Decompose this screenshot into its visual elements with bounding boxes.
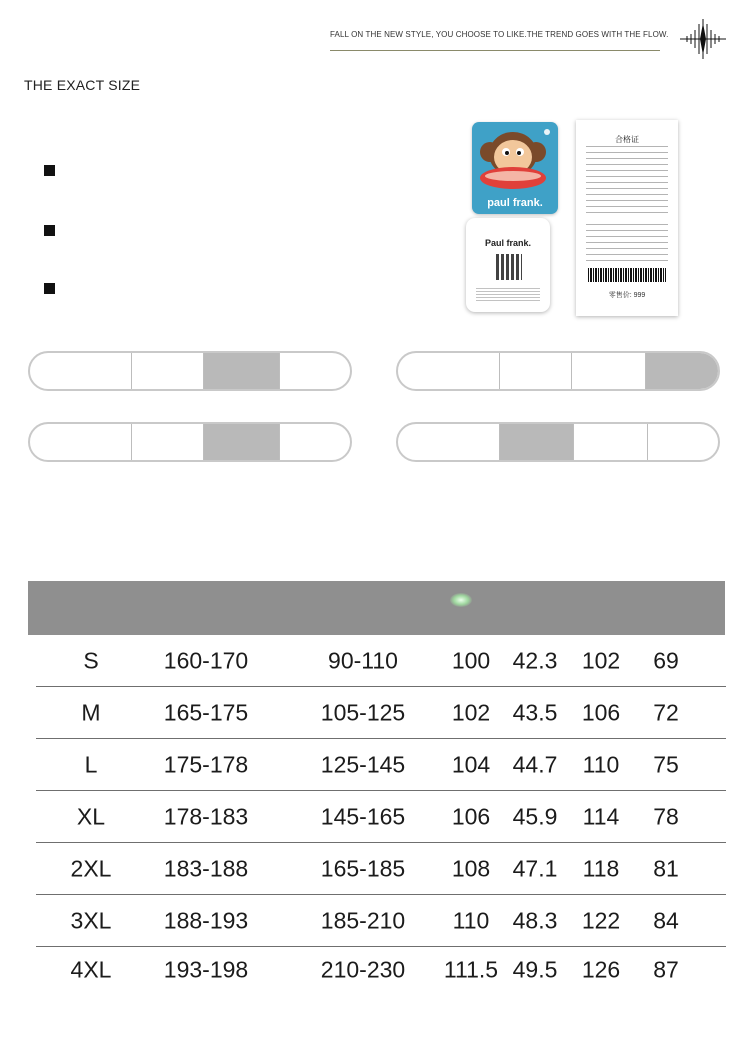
table-cell: 42.3 [512,647,558,673]
table-row [36,635,726,687]
square-bullet-icon [44,225,55,236]
table-cell: 126 [581,956,621,983]
size-label: M [81,699,101,725]
table-row [36,895,726,947]
qr-code-icon [496,254,522,280]
square-bullet-icon [44,283,55,294]
certificate-title: 合格证 [615,135,639,144]
product-tags-image [462,118,686,322]
table-cell: 49.5 [512,956,558,983]
table-cell: 78 [653,803,679,829]
table-cell: 102 [451,699,491,725]
table-row [36,739,726,791]
table-cell: 160-170 [163,647,249,673]
certificate-text-lines [586,224,668,264]
table-cell: 81 [653,855,679,881]
table-cell: 118 [582,855,620,881]
table-cell: 165-185 [320,855,406,881]
certificate-text-lines [586,146,668,218]
fit-scale-bar [28,351,352,391]
section-title: THE EXACT SIZE [24,77,141,93]
size-label: 2XL [70,855,112,881]
table-cell: 185-210 [320,907,406,933]
table-cell: 87 [653,956,679,983]
table-cell: 44.7 [512,751,558,777]
table-row [36,946,726,994]
table-row [36,687,726,739]
qr-tag-brand-label: Paul frank. [484,238,531,248]
table-cell: 110 [452,907,490,933]
table-cell: 84 [653,907,679,933]
certificate-tag [576,120,678,316]
table-row [36,791,726,843]
size-label: L [84,751,98,777]
table-cell: 175-178 [163,751,249,777]
table-cell: 106 [581,699,621,725]
size-table-header [28,581,725,635]
table-cell: 110 [582,751,620,777]
table-cell: 111.5 [443,956,499,983]
table-cell: 102 [581,647,621,673]
table-cell: 104 [451,751,491,777]
softness-scale-bar [396,422,720,462]
size-label: 3XL [70,907,112,933]
table-cell: 145-165 [320,803,406,829]
monkey-hang-tag [472,122,558,214]
table-cell: 100 [451,647,491,673]
table-cell: 125-145 [320,751,406,777]
table-cell: 114 [582,803,620,829]
table-cell: 43.5 [512,699,558,725]
header-divider [330,50,660,51]
table-cell: 188-193 [163,907,249,933]
table-row [36,843,726,895]
table-cell: 45.9 [512,803,558,829]
table-cell: 106 [451,803,491,829]
thickness-scale-bar [396,351,720,391]
barcode-icon [588,268,666,282]
size-label: XL [76,803,106,829]
table-cell: 47.1 [512,855,558,881]
table-cell: 72 [653,699,679,725]
tag-fine-print [476,288,540,302]
table-cell: 75 [653,751,679,777]
table-cell: 122 [581,907,621,933]
certificate-price: 零售价: 999 [608,292,646,299]
size-label: S [83,647,99,673]
header-glare [450,593,472,607]
square-bullet-icon [44,165,55,176]
table-cell: 108 [451,855,491,881]
header-tagline: FALL ON THE NEW STYLE, YOU CHOOSE TO LIKE.THE TREND GOES WITH THE FLOW. [330,30,669,39]
table-cell: 193-198 [163,956,249,983]
table-cell: 165-175 [163,699,249,725]
qr-hang-tag [466,218,550,312]
size-label: 4XL [70,956,112,983]
table-cell: 105-125 [320,699,406,725]
sound-wave-burst-icon [678,18,728,60]
table-cell: 210-230 [320,956,406,983]
table-cell: 69 [653,647,679,673]
table-cell: 48.3 [512,907,558,933]
table-cell: 90-110 [328,647,398,673]
elasticity-scale-bar [28,422,352,462]
monkey-face-icon [478,130,548,192]
tag-brand-label: paul frank. [487,197,543,209]
table-cell: 178-183 [163,803,249,829]
table-cell: 183-188 [163,855,249,881]
